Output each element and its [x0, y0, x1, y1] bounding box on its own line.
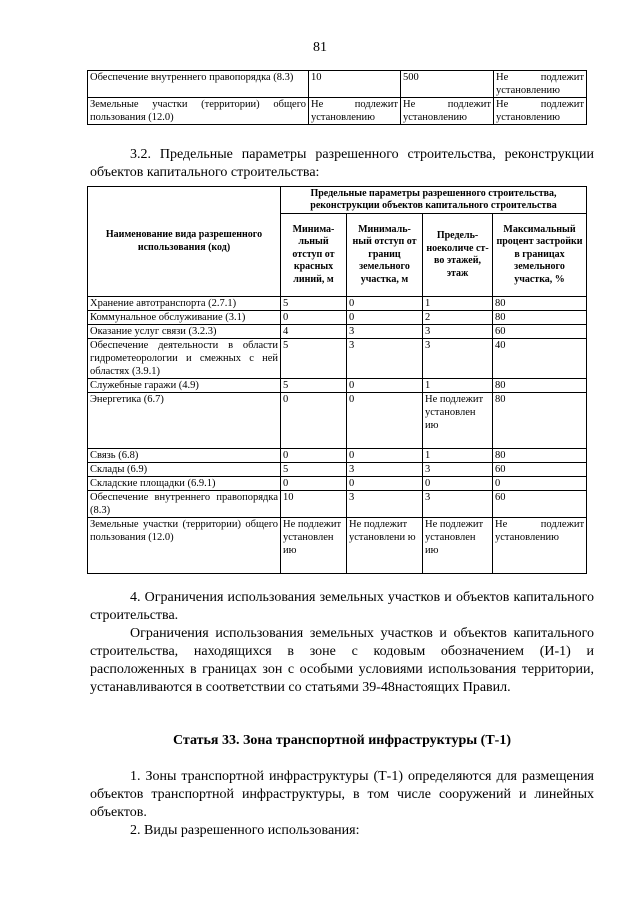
- table-cell: 80: [493, 297, 587, 311]
- table-cell: 10: [281, 491, 347, 518]
- table-cell: 1: [423, 297, 493, 311]
- table-cell: 4: [281, 325, 347, 339]
- section-3-2: 3.2. Предельные параметры разрешенного строительства, реконструкции объектов капитального строительства:: [90, 147, 594, 180]
- table-row: [88, 463, 587, 477]
- table-cell: 0: [347, 379, 423, 393]
- table-cell: 3: [423, 325, 493, 339]
- table-cell: Обеспечение внутреннего правопорядка (8.3): [88, 71, 309, 98]
- table-cell: 80: [493, 449, 587, 463]
- table-cell: Связь (6.8): [88, 449, 281, 463]
- table-cell: 1: [423, 379, 493, 393]
- table-cell: Не подлежит установлению: [401, 98, 494, 125]
- table-cell: 0: [281, 311, 347, 325]
- table-cell: 0: [281, 393, 347, 449]
- table-cell: 0: [423, 477, 493, 491]
- table-row: [88, 339, 587, 379]
- table-cell: Не подлежит установлени ю: [347, 518, 423, 574]
- table-cell: Обеспечение деятельности в области гидрометеорологии и смежных с ней областях (3.9.1): [88, 339, 281, 379]
- header-col: Минималь-ный отступ от границ земельного участка, м: [347, 214, 423, 297]
- table-cell: Склады (6.9): [88, 463, 281, 477]
- table-row: [88, 491, 587, 518]
- table-cell: 5: [281, 463, 347, 477]
- table-cell: 0: [347, 297, 423, 311]
- table-cell: 80: [493, 311, 587, 325]
- table-row: [88, 449, 587, 463]
- table-cell: 5: [281, 379, 347, 393]
- table-cell: Не подлежит установлению: [309, 98, 401, 125]
- table-cell: 0: [281, 477, 347, 491]
- table-row: [88, 518, 587, 574]
- table-cell: 80: [493, 379, 587, 393]
- table-cell: 0: [347, 393, 423, 449]
- table-cell: Энергетика (6.7): [88, 393, 281, 449]
- table-cell: 3: [347, 325, 423, 339]
- table-cell: 500: [401, 71, 494, 98]
- table-cell: 3: [423, 339, 493, 379]
- article-33-heading: Статья 33. Зона транспортной инфраструктуры (Т-1): [173, 733, 511, 748]
- table-row: [88, 98, 587, 125]
- table-cell: 5: [281, 339, 347, 379]
- table-row: [88, 379, 587, 393]
- table-cell: Обеспечение внутреннего правопорядка (8.3): [88, 491, 281, 518]
- table-row: [88, 71, 587, 98]
- table-row: [88, 325, 587, 339]
- table-cell: 0: [347, 477, 423, 491]
- table-row: [88, 311, 587, 325]
- table-cell: 0: [347, 449, 423, 463]
- table-cell: Хранение автотранспорта (2.7.1): [88, 297, 281, 311]
- table-cell: 0: [281, 449, 347, 463]
- table-cell: 3: [347, 339, 423, 379]
- table-cell: 80: [493, 393, 587, 449]
- table-row: [88, 297, 587, 311]
- header-col: Максимальный процент застройки в границах земельного участка, %: [493, 214, 587, 297]
- table-cell: Оказание услуг связи (3.2.3): [88, 325, 281, 339]
- paragraph-2: 2. Виды разрешенного использования:: [130, 823, 360, 838]
- header-group: Предельные параметры разрешенного строительства, реконструкции объектов капитального строительства: [281, 187, 587, 214]
- table-cell: 3: [347, 491, 423, 518]
- table-cell: Земельные участки (территории) общего пользования (12.0): [88, 518, 281, 574]
- paragraph-4: 4. Ограничения использования земельных участков и объектов капитального строительства.: [90, 590, 594, 623]
- params-table: [87, 186, 587, 574]
- table-cell: 0: [493, 477, 587, 491]
- table-cell: Служебные гаражи (4.9): [88, 379, 281, 393]
- table-cell: 3: [423, 491, 493, 518]
- table-cell: Не подлежит установлен ию: [281, 518, 347, 574]
- table-cell: Не подлежит установлен ию: [423, 518, 493, 574]
- table-row: [88, 477, 587, 491]
- table-cell: 0: [347, 311, 423, 325]
- table-cell: Не подлежит установлению: [493, 518, 587, 574]
- paragraph-4-restrictions: Ограничения использования земельных участков и объектов капитального строительства, находящихся в зоне с кодовым обозначением (И-1) и расположенных в границах зон с особыми условиями использования территории, устанавливаются в соответствии со статьями 39-48настоящих Правил.: [90, 626, 594, 695]
- paragraph-1: 1. Зоны транспортной инфраструктуры (Т-1) определяются для размещения объектов транспортной инфраструктуры, в том числе сооружений и линейных объектов.: [90, 769, 594, 820]
- table-cell: Не подлежит установлению: [494, 98, 587, 125]
- page-number: 81: [313, 40, 327, 55]
- table-cell: Не подлежит установлен ию: [423, 393, 493, 449]
- table-cell: 40: [493, 339, 587, 379]
- table-cell: Коммунальное обслуживание (3.1): [88, 311, 281, 325]
- table-cell: 60: [493, 491, 587, 518]
- table-cell: 5: [281, 297, 347, 311]
- table-cell: 60: [493, 463, 587, 477]
- table-cell: Земельные участки (территории) общего пользования (12.0): [88, 98, 309, 125]
- table-cell: 3: [347, 463, 423, 477]
- top-table: [87, 70, 587, 125]
- header-col: Минима-льный отступ от красных линий, м: [281, 214, 347, 297]
- table-cell: Складские площадки (6.9.1): [88, 477, 281, 491]
- table-cell: 10: [309, 71, 401, 98]
- table-cell: 60: [493, 325, 587, 339]
- table-cell: 1: [423, 449, 493, 463]
- table-cell: 3: [423, 463, 493, 477]
- header-col: Предель-ноеколиче ст-во этажей, этаж: [423, 214, 493, 297]
- table-row: [88, 393, 587, 449]
- table-cell: Не подлежит установлению: [494, 71, 587, 98]
- header-name: Наименование вида разрешенного использования (код): [88, 187, 281, 297]
- table-cell: 2: [423, 311, 493, 325]
